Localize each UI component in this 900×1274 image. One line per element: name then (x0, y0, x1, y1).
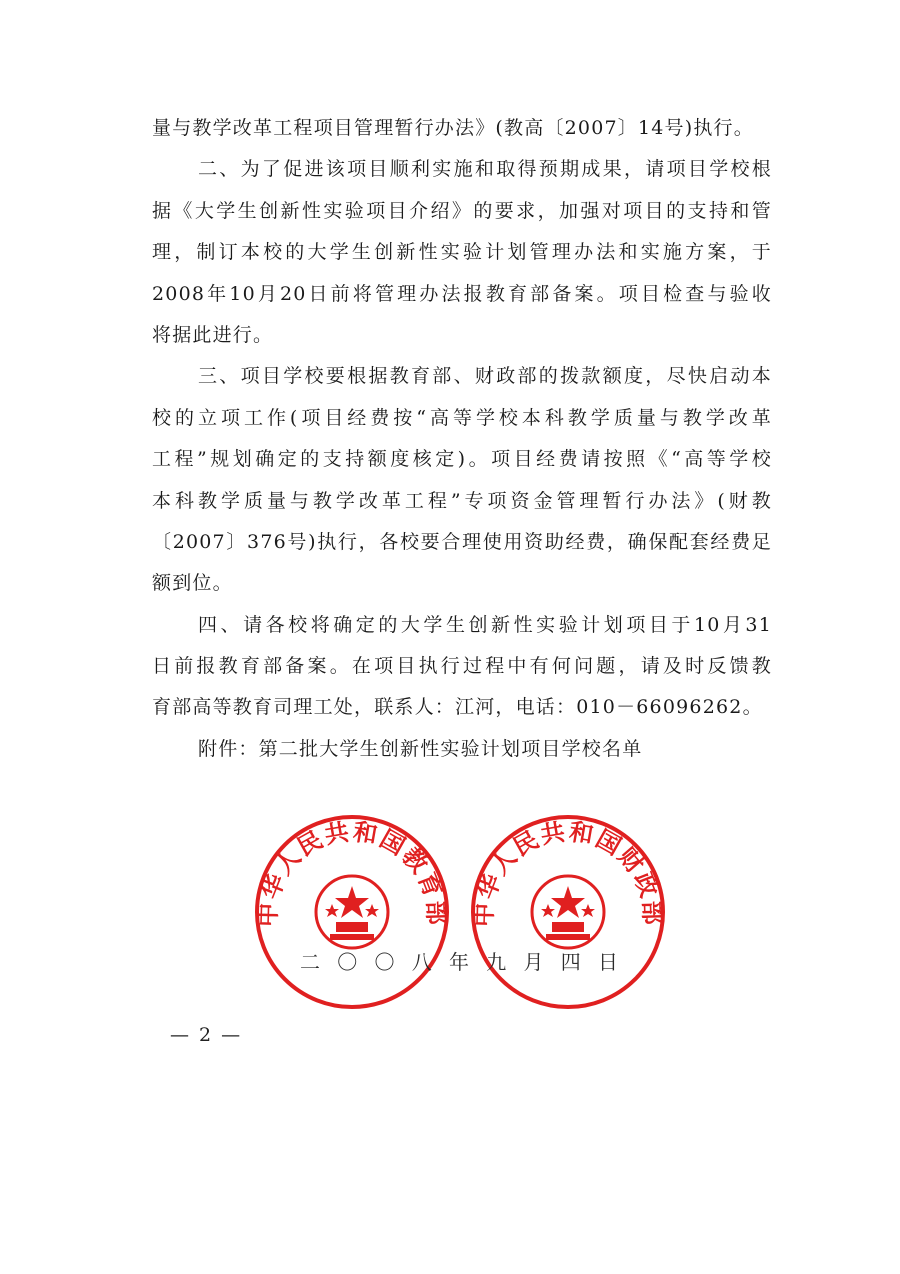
date-char: 九 (486, 950, 509, 974)
svg-text:中华人民共和国财政部: 中华人民共和国财政部 (469, 817, 667, 928)
paragraph-0-line-0: 量与教学改革工程项目管理暂行办法》(教高〔2007〕14号)执行。 (152, 117, 754, 139)
paragraph-2-line-0: 三、项目学校要根据教育部、财政部的拨款额度，尽快启动本 (198, 365, 772, 388)
issue-date (300, 946, 620, 975)
paragraph-3-line-1: 日前报教育部备案。在项目执行过程中有何问题，请及时反馈教 (152, 655, 772, 678)
paragraph-1-line-3: 2008年10月20日前将管理办法报教育部备案。项目检查与验收 (152, 282, 772, 305)
paragraph-1-line-2: 理，制订本校的大学生创新性实验计划管理办法和实施方案，于 (152, 241, 772, 264)
paragraph-2-line-1: 校的立项工作(项目经费按“高等学校本科教学质量与教学改革 (152, 406, 772, 429)
date-char: 二 (300, 950, 322, 974)
svg-text:中华人民共和国教育部: 中华人民共和国教育部 (253, 817, 451, 928)
paragraph-1-line-0: 二、为了促进该项目顺利实施和取得预期成果，请项目学校根 (198, 158, 772, 181)
date-char: 四 (560, 950, 583, 974)
date-char: 年 (449, 950, 471, 974)
date-char: 八 (411, 950, 434, 974)
attachment-line: 附件：第二批大学生创新性实验计划项目学校名单 (198, 737, 643, 760)
paragraph-2-line-4: 〔2007〕376号)执行，各校要合理使用资助经费，确保配套经费足 (152, 530, 772, 553)
date-char: 〇 (337, 950, 360, 974)
paragraph-3-line-2: 育部高等教育司理工处，联系人：江河，电话：010－66096262。 (152, 696, 763, 719)
paragraph-2-line-5: 额到位。 (152, 572, 233, 595)
date-char: 日 (598, 950, 620, 974)
national-emblem-icon (316, 876, 388, 948)
page-number: — 2 — (170, 1024, 243, 1046)
paragraph-3-line-0: 四、请各校将确定的大学生创新性实验计划项目于10月31 (198, 613, 772, 636)
paragraph-1-line-4: 将据此进行。 (152, 323, 274, 346)
paragraph-1-line-1: 据《大学生创新性实验项目介绍》的要求，加强对项目的支持和管 (152, 199, 772, 222)
date-char: 〇 (374, 950, 397, 974)
paragraph-2-line-2: 工程”规划确定的支持额度核定)。项目经费请按照《“高等学校 (152, 448, 772, 471)
mof-seal (468, 812, 668, 1012)
moe-seal (252, 812, 452, 1012)
document-body (152, 108, 772, 770)
date-char: 月 (523, 950, 546, 974)
paragraph-2-line-3: 本科教学质量与教学改革工程”专项资金管理暂行办法》(财教 (152, 489, 772, 512)
national-emblem-icon (532, 876, 604, 948)
official-seals (252, 812, 672, 1012)
